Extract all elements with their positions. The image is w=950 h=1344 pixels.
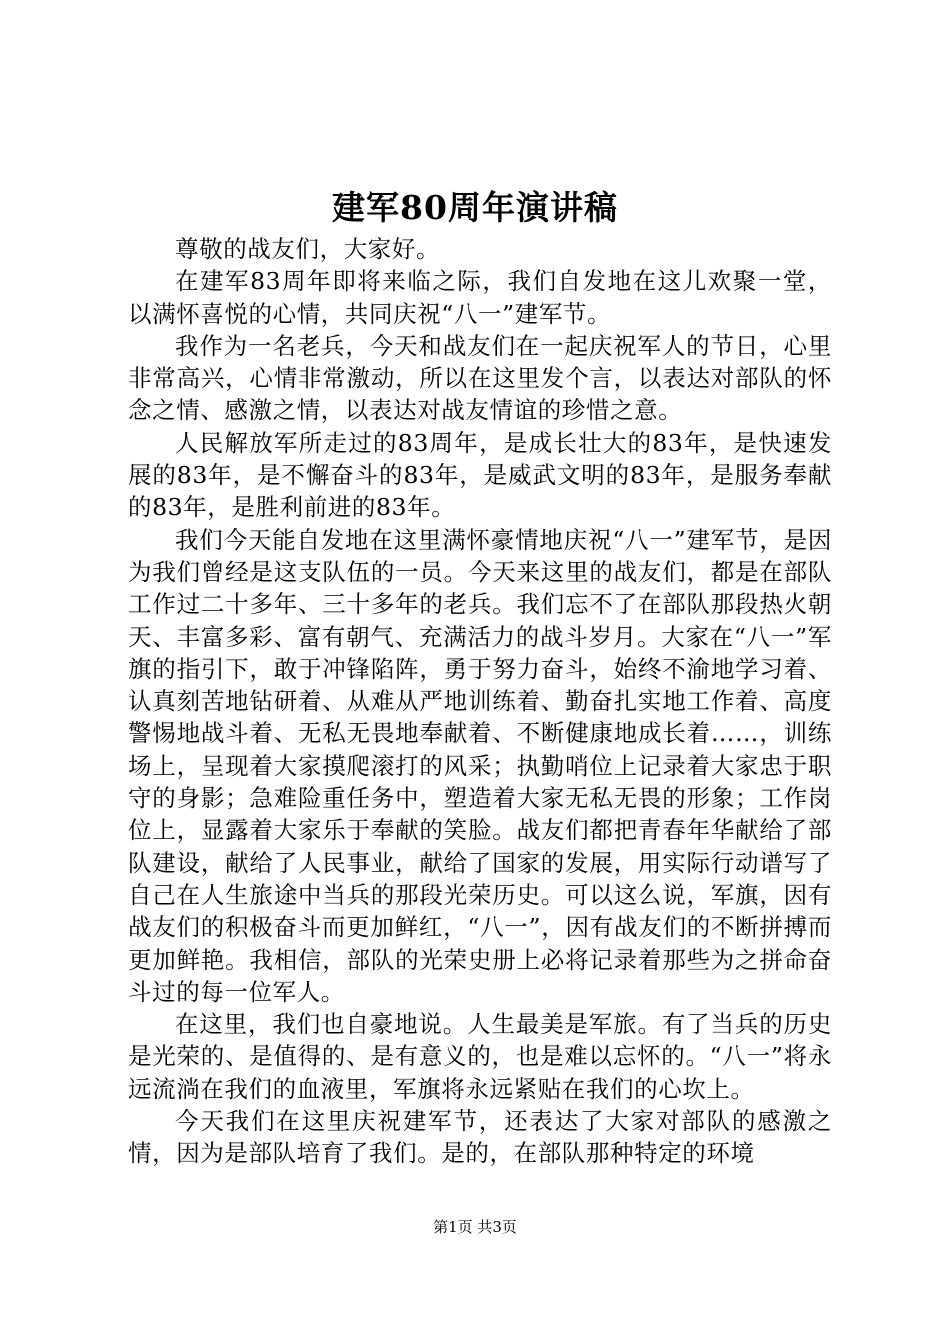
paragraph-greeting: 尊敬的战友们，大家好。 (175, 235, 441, 263)
document-body (128, 233, 832, 1170)
paragraph-pride: 在这里，我们也自豪地说。人生最美是军旅。有了当兵的历史是光荣的、是值得的、是有意义的，也是难以忘怀的。“八一”将永远流淌在我们的血液里，军旗将永远紧贴在我们的心坎上。 (128, 1010, 832, 1103)
document-title: 建军80周年演讲稿 (332, 188, 618, 227)
paragraph-occasion: 在建军83周年即将来临之际，我们自发地在这儿欢聚一堂，以满怀喜悦的心情，共同庆祝“八一”建军节。 (128, 267, 832, 328)
page-footer: 第1页 共3页 (433, 1218, 517, 1236)
paragraph-83-years: 人民解放军所走过的83周年，是成长壮大的83年，是快速发展的83年，是不懈奋斗的83年，是威武文明的83年，是服务奉献的83年，是胜利前进的83年。 (128, 428, 832, 522)
paragraph-gratitude: 今天我们在这里庆祝建军节，还表达了大家对部队的感激之情，因为是部队培育了我们。是的，在部队那种特定的环境 (128, 1107, 832, 1168)
paragraph-memories: 我们今天能自发地在这里满怀豪情地庆祝“八一”建军节，是因为我们曾经是这支队伍的一员。今天来这里的战友们，都是在部队工作过二十多年、三十多年的老兵。我们忘不了在部队那段热火朝天、丰富多彩、富有朝气、充满活力的战斗岁月。大家在“八一”军旗的指引下，敢于冲锋陷阵，勇于努力奋斗，始终不渝地学习着、认真刻苦地钻研着、从难从严地训练着、勤奋扎实地工作着、高度警惕地战斗着、无私无畏地奉献着、不断健康地成长着……，训练场上，呈现着大家摸爬滚打的风采；执勤哨位上记录着大家忠于职守的身影；急难险重任务中，塑造着大家无私无畏的形象；工作岗位上，显露着大家乐于奉献的笑脸。战友们都把青春年华献给了部队建设，献给了人民事业，献给了国家的发展，用实际行动谱写了自己在人生旅途中当兵的那段光荣历史。可以这么说，军旗，因有战友们的积极奋斗而更加鲜红，“八一”，因有战友们的不断拼搏而更加鲜艳。我相信，部队的光荣史册上必将记录着那些为之拼命奋斗过的每一位军人。 (128, 525, 832, 1006)
paragraph-veteran: 我作为一名老兵，今天和战友们在一起庆祝军人的节日，心里非常高兴，心情非常激动，所以在这里发个言，以表达对部队的怀念之情、感激之情，以表达对战友情谊的珍惜之意。 (128, 331, 832, 425)
